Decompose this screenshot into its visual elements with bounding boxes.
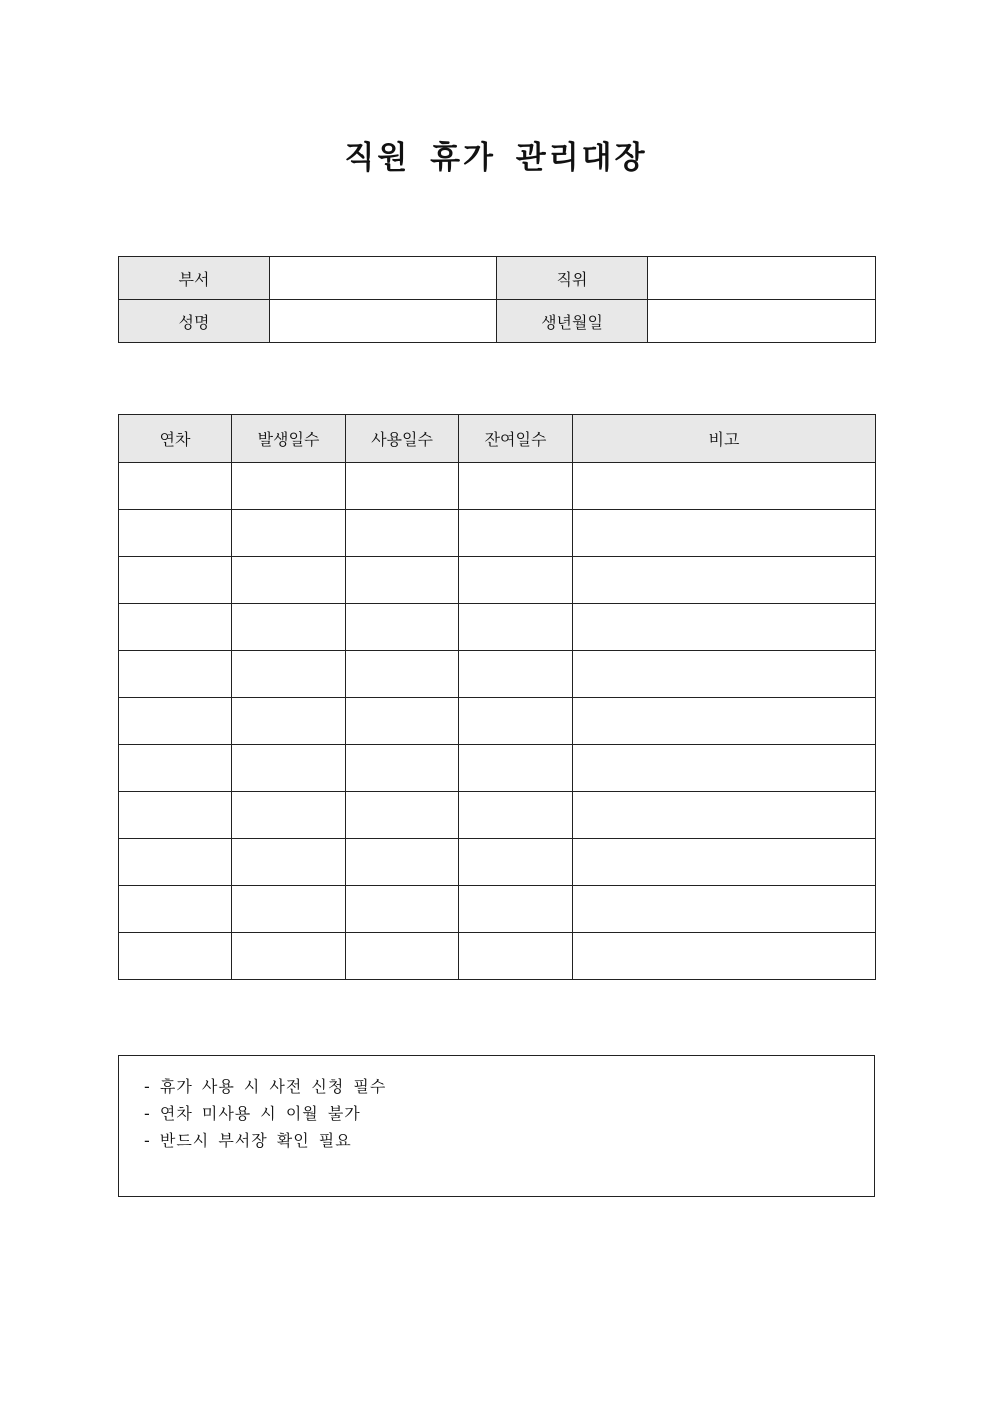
table-cell[interactable] — [119, 557, 232, 604]
table-row — [119, 933, 876, 980]
table-cell[interactable] — [119, 745, 232, 792]
header-accrued-days: 발생일수 — [232, 415, 346, 463]
table-cell[interactable] — [119, 463, 232, 510]
page-title: 직원 휴가 관리대장 — [344, 140, 648, 176]
table-cell[interactable] — [346, 557, 459, 604]
position-label: 직위 — [497, 257, 648, 300]
table-cell[interactable] — [573, 651, 876, 698]
table-row — [119, 604, 876, 651]
table-cell[interactable] — [459, 698, 573, 745]
table-row — [119, 792, 876, 839]
table-cell[interactable] — [119, 839, 232, 886]
table-cell[interactable] — [119, 792, 232, 839]
table-cell[interactable] — [346, 463, 459, 510]
department-field[interactable] — [270, 257, 497, 300]
table-cell[interactable] — [573, 604, 876, 651]
table-cell[interactable] — [232, 651, 346, 698]
table-cell[interactable] — [573, 463, 876, 510]
name-field[interactable] — [270, 300, 497, 343]
table-cell[interactable] — [573, 557, 876, 604]
table-cell[interactable] — [232, 698, 346, 745]
leave-table-header-row — [119, 415, 876, 463]
table-cell[interactable] — [459, 933, 573, 980]
table-cell[interactable] — [573, 792, 876, 839]
table-cell[interactable] — [232, 839, 346, 886]
table-cell[interactable] — [459, 745, 573, 792]
table-cell[interactable] — [346, 839, 459, 886]
leave-record-table — [118, 414, 876, 980]
table-cell[interactable] — [232, 792, 346, 839]
table-cell[interactable] — [232, 886, 346, 933]
table-cell[interactable] — [119, 510, 232, 557]
table-row — [119, 651, 876, 698]
table-cell[interactable] — [459, 651, 573, 698]
table-cell[interactable] — [119, 698, 232, 745]
table-cell[interactable] — [459, 792, 573, 839]
table-row — [119, 557, 876, 604]
info-row-name-birthdate — [119, 300, 876, 343]
table-cell[interactable] — [346, 651, 459, 698]
table-row — [119, 745, 876, 792]
table-cell[interactable] — [573, 745, 876, 792]
table-cell[interactable] — [346, 886, 459, 933]
header-annual-leave: 연차 — [119, 415, 232, 463]
table-cell[interactable] — [459, 463, 573, 510]
table-cell[interactable] — [232, 463, 346, 510]
table-cell[interactable] — [459, 510, 573, 557]
table-cell[interactable] — [232, 604, 346, 651]
table-cell[interactable] — [119, 604, 232, 651]
table-cell[interactable] — [119, 933, 232, 980]
table-row — [119, 463, 876, 510]
table-cell[interactable] — [232, 557, 346, 604]
table-cell[interactable] — [346, 792, 459, 839]
position-field[interactable] — [648, 257, 876, 300]
table-row — [119, 839, 876, 886]
table-cell[interactable] — [232, 745, 346, 792]
table-cell[interactable] — [346, 933, 459, 980]
table-row — [119, 698, 876, 745]
birthdate-label: 생년월일 — [497, 300, 648, 343]
table-cell[interactable] — [119, 886, 232, 933]
birthdate-field[interactable] — [648, 300, 876, 343]
table-cell[interactable] — [459, 839, 573, 886]
table-cell[interactable] — [346, 698, 459, 745]
table-row — [119, 886, 876, 933]
department-label: 부서 — [119, 257, 270, 300]
table-cell[interactable] — [573, 933, 876, 980]
name-label: 성명 — [119, 300, 270, 343]
note-item: - 휴가 사용 시 사전 신청 필수 — [144, 1077, 387, 1096]
table-cell[interactable] — [573, 698, 876, 745]
table-cell[interactable] — [119, 651, 232, 698]
table-cell[interactable] — [459, 886, 573, 933]
employee-info-table — [118, 256, 876, 343]
header-remarks: 비고 — [573, 415, 876, 463]
table-cell[interactable] — [346, 604, 459, 651]
table-row — [119, 510, 876, 557]
table-cell[interactable] — [232, 933, 346, 980]
header-used-days: 사용일수 — [346, 415, 459, 463]
leave-table-body — [119, 463, 876, 980]
table-cell[interactable] — [573, 886, 876, 933]
table-cell[interactable] — [573, 510, 876, 557]
header-remaining-days: 잔여일수 — [459, 415, 573, 463]
note-item: - 반드시 부서장 확인 필요 — [144, 1131, 352, 1150]
table-cell[interactable] — [573, 839, 876, 886]
table-cell[interactable] — [232, 510, 346, 557]
info-row-department-position — [119, 257, 876, 300]
table-cell[interactable] — [459, 557, 573, 604]
note-item: - 연차 미사용 시 이월 불가 — [144, 1104, 361, 1123]
table-cell[interactable] — [346, 510, 459, 557]
notes-box — [118, 1055, 875, 1197]
table-cell[interactable] — [459, 604, 573, 651]
table-cell[interactable] — [346, 745, 459, 792]
